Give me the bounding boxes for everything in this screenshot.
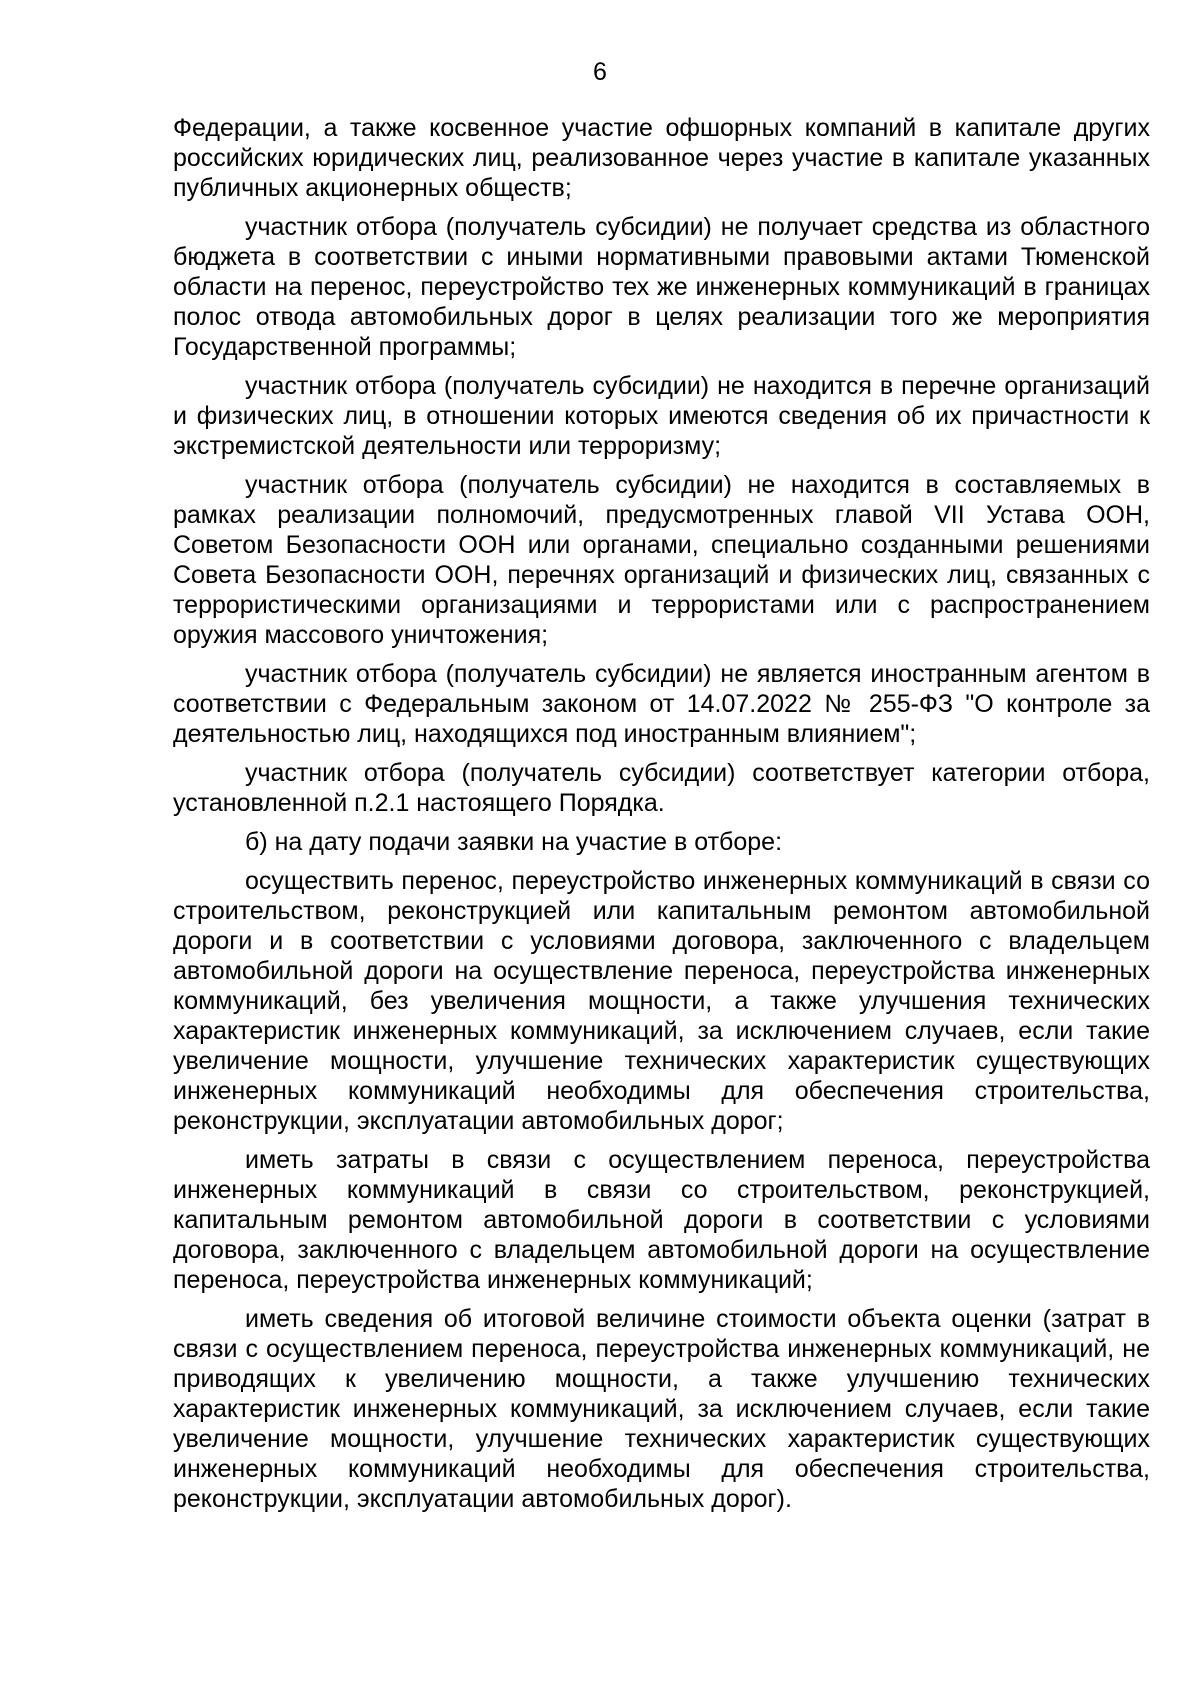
paragraph-relocation-work: осуществить перенос, переустройство инженерных коммуникаций в связи со строительством, реконструкцией или капитальным ремонтом автомобильной дороги и в соответствии с условиями договора, заключенного с владельцем автомобильной дороги на осуществление переноса, переустройства инженерных коммуникаций, без увеличения мощности, а также улучшения технических характеристик инженерных коммуникаций, за исключением случаев, если такие увеличение мощности, улучшение технических характеристик существующих инженерных коммуникаций необходимы для обеспечения строительства, реконструкции, эксплуатации автомобильных дорог; [173, 867, 1150, 1135]
paragraph-category-match: участник отбора (получатель субсидии) соответствует категории отбора, установленной п.2.1 настоящего Порядка. [173, 759, 1150, 817]
paragraph-not-foreign-agent: участник отбора (получатель субсидии) не является иностранным агентом в соответствии с Федеральным законом от 14.07.2022 № 255-ФЗ "О контроле за деятельностью лиц, находящихся под иностранным влиянием"; [173, 660, 1150, 748]
paragraph-not-un-list: участник отбора (получатель субсидии) не находится в составляемых в рамках реализации полномочий, предусмотренных главой VII Устава ООН, Советом Безопасности ООН или органами, специально созданными решениями Совета Безопасности ООН, перечнях организаций и физических лиц, связанных с террористическими организациями и террористами или с распространением оружия массового уничтожения; [173, 471, 1150, 649]
paragraph-continuation: Федерации, а также косвенное участие офшорных компаний в капитале других российских юридических лиц, реализованное через участие в капитале указанных публичных акционерных обществ; [173, 114, 1150, 202]
paragraph-subsection-b: б) на дату подачи заявки на участие в отборе: [245, 828, 783, 856]
paragraph-not-extremist-list: участник отбора (получатель субсидии) не находится в перечне организаций и физических лиц, в отношении которых имеются сведения об их причастности к экстремистской деятельности или терроризму; [173, 372, 1150, 460]
document-body [173, 113, 1150, 1523]
paragraph-costs: иметь затраты в связи с осуществлением переноса, переустройства инженерных коммуникаций в связи со строительством, реконструкцией, капитальным ремонтом автомобильной дороги в соответствии с условиями договора, заключенного с владельцем автомобильной дороги на осуществление переноса, переустройства инженерных коммуникаций; [173, 1146, 1150, 1294]
page-number: 6 [593, 58, 607, 86]
paragraph-no-budget-funds: участник отбора (получатель субсидии) не получает средства из областного бюджета в соответствии с иными нормативными правовыми актами Тюменской области на перенос, переустройство тех же инженерных коммуникаций в границах полос отвода автомобильных дорог в целях реализации того же мероприятия Государственной программы; [173, 213, 1150, 361]
paragraph-valuation: иметь сведения об итоговой величине стоимости объекта оценки (затрат в связи с осуществлением переноса, переустройства инженерных коммуникаций, не приводящих к увеличению мощности, а также улучшению технических характеристик инженерных коммуникаций, за исключением случаев, если такие увеличение мощности, улучшение технических характеристик существующих инженерных коммуникаций необходимы для обеспечения строительства, реконструкции, эксплуатации автомобильных дорог). [173, 1305, 1150, 1513]
